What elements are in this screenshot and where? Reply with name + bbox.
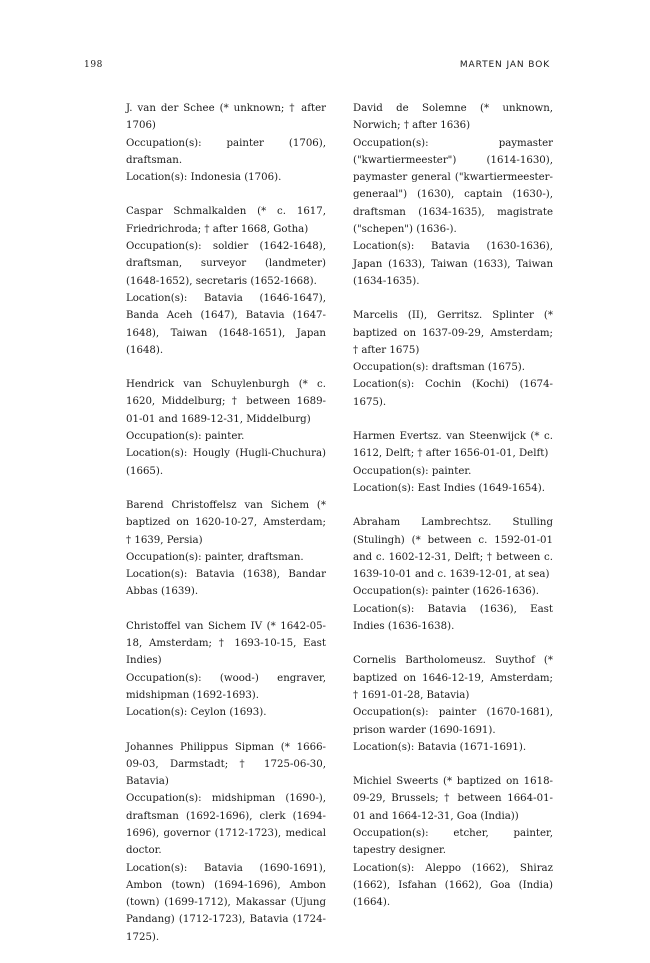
entry-schee	[126, 100, 326, 186]
entry-name-line: Abraham Lambrechtsz. Stulling (Stulingh) (* between c. 1592-01-01 and c. 1602-12-31, Delft; † between c. 1639-10-01 and c. 1639-12-01, at sea)	[353, 517, 553, 581]
entry-location: Location(s): Batavia (1690-1691), Ambon (town) (1694-1696), Ambon (town) (1699-1712), Makassar (Ujung Pandang) (1712-1723), Batavia (1724-1725).	[126, 862, 326, 943]
entry-stulling	[353, 514, 553, 635]
entry-sichem-christoffel	[126, 618, 326, 722]
page-number: 198	[84, 60, 103, 70]
entry-schmalkalden	[126, 203, 326, 359]
entry-name-line: Hendrick van Schuylenburgh (* c. 1620, Middelburg; † between 1689-01-01 and 1689-12-31, Middelburg)	[126, 379, 326, 425]
entry-occupation: Occupation(s): (wood-) engraver, midshipman (1692-1693).	[126, 672, 326, 701]
entry-location: Location(s): Ceylon (1693).	[126, 707, 267, 719]
entry-location: Location(s): Batavia (1636), East Indies (1636-1638).	[353, 603, 553, 633]
left-column	[126, 100, 326, 963]
entry-occupation: Occupation(s): painter (1706), draftsman.	[126, 137, 326, 166]
entry-steenwijck	[353, 428, 553, 497]
entry-sweerts	[353, 773, 553, 911]
entry-occupation: Occupation(s): etcher, painter, tapestry designer.	[353, 827, 553, 857]
entry-occupation: Occupation(s): soldier (1642-1648), draftsman, surveyor (landmeter) (1648-1652), secretaris (1652-1668).	[126, 241, 326, 287]
right-column	[353, 100, 553, 928]
entry-occupation: Occupation(s): painter (1626-1636).	[353, 586, 539, 598]
entry-occupation: Occupation(s): painter.	[126, 431, 245, 443]
entry-name-line: Cornelis Bartholomeusz. Suythof (* baptized on 1646-12-19, Amsterdam; † 1691-01-28, Batavia)	[353, 655, 553, 701]
entry-location: Location(s): Batavia (1671-1691).	[353, 741, 527, 753]
entry-suythof	[353, 652, 553, 756]
entry-schuylenburgh	[126, 376, 326, 480]
entry-sichem-barend	[126, 497, 326, 601]
entry-location: Location(s): Batavia (1646-1647), Banda Aceh (1647), Batavia (1647-1648), Taiwan (1648-1651), Japan (1648).	[126, 292, 326, 356]
running-title: MARTEN JAN BOK	[459, 60, 550, 70]
entry-occupation: Occupation(s): draftsman (1675).	[353, 362, 526, 374]
entry-solemne	[353, 100, 553, 290]
entry-name-line: Barend Christoffelsz van Sichem (* baptized on 1620-10-27, Amsterdam; † 1639, Persia)	[126, 499, 326, 546]
entry-location: Location(s): Hougly (Hugli-Chuchura) (1665).	[126, 448, 326, 477]
running-head	[84, 60, 550, 74]
entry-location: Location(s): Indonesia (1706).	[126, 172, 282, 184]
entry-name-line: David de Solemne (* unknown, Norwich; † after 1636)	[353, 103, 553, 132]
entry-occupation: Occupation(s): paymaster ("kwartiermeester") (1614-1630), paymaster general ("kwartiermeester-generaal") (1630), captain (1630-), draftsman (1634-1635), magistrate ("schepen") (1636-).	[353, 137, 553, 236]
entry-location: Location(s): East Indies (1649-1654).	[353, 482, 545, 494]
entry-name-line: Johannes Philippus Sipman (* 1666-09-03, Darmstadt; † 1725-06-30, Batavia)	[126, 741, 326, 788]
entry-occupation: Occupation(s): painter (1670-1681), prison warder (1690-1691).	[353, 707, 553, 736]
entry-occupation: Occupation(s): painter.	[353, 465, 472, 477]
entry-splinter	[353, 307, 553, 411]
entry-sipman	[126, 739, 326, 947]
entry-name-line: Caspar Schmalkalden (* c. 1617, Friedrichroda; † after 1668, Gotha)	[126, 206, 326, 235]
entry-occupation: Occupation(s): midshipman (1690-), draftsman (1692-1696), clerk (1694-1696), governor (1712-1723), medical doctor.	[126, 793, 326, 857]
entry-name-line: Harmen Evertsz. van Steenwijck (* c. 1612, Delft; † after 1656-01-01, Delft)	[353, 431, 553, 460]
entry-name-line: Michiel Sweerts (* baptized on 1618-09-29, Brussels; † between 1664-01-01 and 1664-12-31, Goa (India))	[353, 776, 553, 822]
entry-location: Location(s): Batavia (1638), Bandar Abbas (1639).	[126, 569, 326, 598]
entry-name-line: J. van der Schee (* unknown; † after 1706)	[126, 103, 326, 132]
entry-name-line: Marcelis (II), Gerritsz. Splinter (* baptized on 1637-09-29, Amsterdam; † after 1675)	[353, 310, 553, 356]
entry-location: Location(s): Aleppo (1662), Shiraz (1662), Isfahan (1662), Goa (India) (1664).	[353, 862, 553, 909]
entry-occupation: Occupation(s): painter, draftsman.	[126, 551, 304, 563]
entry-name-line: Christoffel van Sichem IV (* 1642-05-18, Amsterdam; † 1693-10-15, East Indies)	[126, 620, 326, 667]
entry-location: Location(s): Cochin (Kochi) (1674-1675).	[353, 379, 553, 408]
entry-location: Location(s): Batavia (1630-1636), Japan (1633), Taiwan (1633), Taiwan (1634-1635).	[353, 241, 553, 287]
